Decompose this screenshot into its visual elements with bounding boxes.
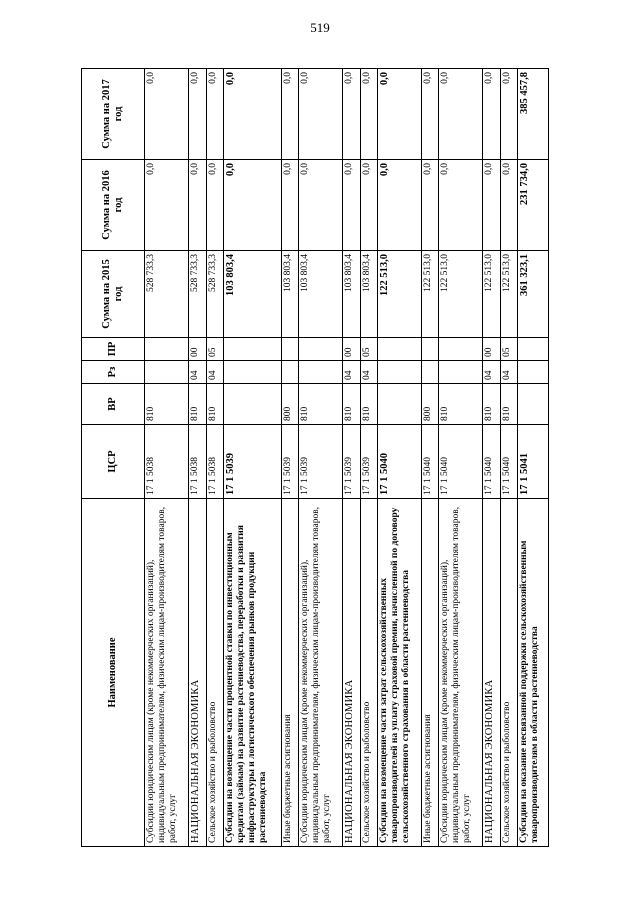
cell-sum-2017: 0,0 [482, 69, 500, 160]
table-row [518, 69, 549, 847]
cell-vr: 800 [421, 384, 438, 425]
cell-pr: 05 [501, 338, 518, 361]
cell-sum-2017: 0,0 [421, 69, 438, 160]
cell-sum-2017: 0,0 [281, 69, 298, 160]
cell-sum-2016: 0,0 [224, 160, 281, 251]
cell-name: Субсидии юридическим лицам (кроме некоммерческих организаций), индивидуальным предпринимателям, физическим лицам-производителям товаров, работ, услуг [145, 499, 189, 847]
cell-pr [518, 338, 549, 361]
cell-rz: 04 [188, 361, 206, 384]
cell-vr [378, 384, 422, 425]
cell-csr: 17 1 5039 [342, 425, 360, 499]
cell-vr: 800 [281, 384, 298, 425]
cell-sum-2016: 0,0 [439, 160, 483, 251]
cell-sum-2016: 0,0 [342, 160, 360, 251]
cell-name: Иные бюджетные ассигнования [281, 499, 298, 847]
cell-sum-2015: 122 513,0 [378, 251, 422, 338]
cell-csr: 17 1 5039 [281, 425, 298, 499]
cell-sum-2017: 385 457,8 [518, 69, 549, 160]
cell-sum-2016: 0,0 [378, 160, 422, 251]
cell-pr [439, 338, 483, 361]
cell-pr [281, 338, 298, 361]
cell-name: Сельское хозяйство и рыболовство [207, 499, 224, 847]
cell-sum-2015: 103 803,4 [342, 251, 360, 338]
cell-csr: 17 1 5038 [188, 425, 206, 499]
cell-rz [518, 361, 549, 384]
cell-name: Субсидии на возмещение части процентной ставки по инвестиционным кредитам (займам) на развитие растениеводства, переработки и развития инфраструктуры и логистического обеспечения рынков продукции растениеводства [224, 499, 281, 847]
cell-vr: 810 [342, 384, 360, 425]
cell-name: Субсидии юридическим лицам (кроме некоммерческих организаций), индивидуальным предпринимателям, физическим лицам-производителям товаров, работ, услуг [298, 499, 342, 847]
cell-name: НАЦИОНАЛЬНАЯ ЭКОНОМИКА [342, 499, 360, 847]
cell-sum-2015: 122 513,0 [421, 251, 438, 338]
cell-csr: 17 1 5040 [482, 425, 500, 499]
cell-sum-2017: 0,0 [298, 69, 342, 160]
cell-pr: 00 [342, 338, 360, 361]
cell-rz: 04 [207, 361, 224, 384]
cell-vr: 810 [439, 384, 483, 425]
table-header-row [82, 69, 145, 847]
cell-vr: 810 [501, 384, 518, 425]
cell-sum-2015: 528 733,3 [207, 251, 224, 338]
table-row [188, 69, 206, 847]
header-sum-2017: Сумма на 2017 год [82, 69, 145, 160]
cell-csr: 17 1 5038 [207, 425, 224, 499]
table-body [145, 69, 549, 847]
cell-vr: 810 [207, 384, 224, 425]
budget-table-container [81, 69, 549, 847]
cell-sum-2017: 0,0 [224, 69, 281, 160]
cell-pr: 05 [207, 338, 224, 361]
cell-pr: 00 [188, 338, 206, 361]
cell-vr: 810 [361, 384, 378, 425]
cell-csr: 17 1 5039 [361, 425, 378, 499]
cell-vr: 810 [188, 384, 206, 425]
budget-table [81, 68, 549, 847]
cell-sum-2017: 0,0 [188, 69, 206, 160]
header-vr: ВР [82, 384, 145, 425]
cell-sum-2015: 103 803,4 [361, 251, 378, 338]
cell-rz [439, 361, 483, 384]
cell-name: Субсидии на оказание несвязанной поддержки сельскохозяйственным товаропроизводителям в области растениеводства [518, 499, 549, 847]
cell-rz [378, 361, 422, 384]
table-row [501, 69, 518, 847]
cell-sum-2016: 231 734,0 [518, 160, 549, 251]
cell-name: Субсидии на возмещение части затрат сельскохозяйственных товаропроизводителей на уплату страховой премии, начисленной по договору сельскохозяйственного страхования в области растениеводства [378, 499, 422, 847]
cell-sum-2015: 361 323,1 [518, 251, 549, 338]
cell-sum-2017: 0,0 [378, 69, 422, 160]
cell-csr: 17 1 5041 [518, 425, 549, 499]
cell-vr: 810 [145, 384, 189, 425]
table-row [224, 69, 281, 847]
cell-sum-2017: 0,0 [145, 69, 189, 160]
page-number: 519 [310, 20, 330, 35]
cell-csr: 17 1 5039 [298, 425, 342, 499]
cell-sum-2015: 122 513,0 [439, 251, 483, 338]
cell-rz: 04 [342, 361, 360, 384]
cell-rz: 04 [361, 361, 378, 384]
header-csr: ЦСР [82, 425, 145, 499]
cell-sum-2016: 0,0 [501, 160, 518, 251]
cell-csr: 17 1 5040 [439, 425, 483, 499]
cell-pr: 00 [482, 338, 500, 361]
cell-vr: 810 [298, 384, 342, 425]
cell-rz [421, 361, 438, 384]
table-row [439, 69, 483, 847]
cell-name: Субсидии юридическим лицам (кроме некоммерческих организаций), индивидуальным предпринимателям, физическим лицам-производителям товаров, работ, услуг [439, 499, 483, 847]
cell-name: Иные бюджетные ассигнования [421, 499, 438, 847]
cell-rz: 04 [501, 361, 518, 384]
cell-name: Сельское хозяйство и рыболовство [501, 499, 518, 847]
cell-sum-2017: 0,0 [361, 69, 378, 160]
cell-csr: 17 1 5040 [501, 425, 518, 499]
cell-sum-2015: 528 733,3 [145, 251, 189, 338]
cell-sum-2016: 0,0 [207, 160, 224, 251]
cell-rz [281, 361, 298, 384]
table-row [482, 69, 500, 847]
cell-sum-2016: 0,0 [482, 160, 500, 251]
table-row [281, 69, 298, 847]
table-row [145, 69, 189, 847]
cell-pr [298, 338, 342, 361]
cell-sum-2015: 122 513,0 [501, 251, 518, 338]
cell-pr [378, 338, 422, 361]
table-row [342, 69, 360, 847]
table-row [421, 69, 438, 847]
cell-rz [298, 361, 342, 384]
cell-rz [145, 361, 189, 384]
cell-pr [145, 338, 189, 361]
cell-sum-2017: 0,0 [342, 69, 360, 160]
cell-sum-2017: 0,0 [501, 69, 518, 160]
cell-pr: 05 [361, 338, 378, 361]
cell-vr [518, 384, 549, 425]
header-sum-2015: Сумма на 2015 год [82, 251, 145, 338]
table-row [298, 69, 342, 847]
cell-sum-2015: 103 803,4 [281, 251, 298, 338]
cell-sum-2015: 103 803,4 [224, 251, 281, 338]
cell-sum-2015: 103 803,4 [298, 251, 342, 338]
cell-name: НАЦИОНАЛЬНАЯ ЭКОНОМИКА [482, 499, 500, 847]
cell-sum-2016: 0,0 [361, 160, 378, 251]
cell-sum-2016: 0,0 [421, 160, 438, 251]
cell-sum-2017: 0,0 [439, 69, 483, 160]
table-row [207, 69, 224, 847]
cell-sum-2015: 122 513,0 [482, 251, 500, 338]
cell-sum-2016: 0,0 [298, 160, 342, 251]
cell-vr: 810 [482, 384, 500, 425]
cell-name: Сельское хозяйство и рыболовство [361, 499, 378, 847]
table-row [361, 69, 378, 847]
cell-sum-2017: 0,0 [207, 69, 224, 160]
cell-sum-2016: 0,0 [188, 160, 206, 251]
cell-rz: 04 [482, 361, 500, 384]
cell-rz [224, 361, 281, 384]
header-sum-2016: Сумма на 2016 год [82, 160, 145, 251]
cell-csr: 17 1 5040 [421, 425, 438, 499]
cell-csr: 17 1 5040 [378, 425, 422, 499]
header-name: Наименование [82, 499, 145, 847]
cell-csr: 17 1 5038 [145, 425, 189, 499]
cell-pr [224, 338, 281, 361]
header-pr: ПР [82, 338, 145, 361]
header-rz: Рз [82, 361, 145, 384]
cell-csr: 17 1 5039 [224, 425, 281, 499]
cell-sum-2015: 528 733,3 [188, 251, 206, 338]
cell-sum-2016: 0,0 [145, 160, 189, 251]
cell-pr [421, 338, 438, 361]
table-row [378, 69, 422, 847]
cell-name: НАЦИОНАЛЬНАЯ ЭКОНОМИКА [188, 499, 206, 847]
cell-vr [224, 384, 281, 425]
cell-sum-2016: 0,0 [281, 160, 298, 251]
